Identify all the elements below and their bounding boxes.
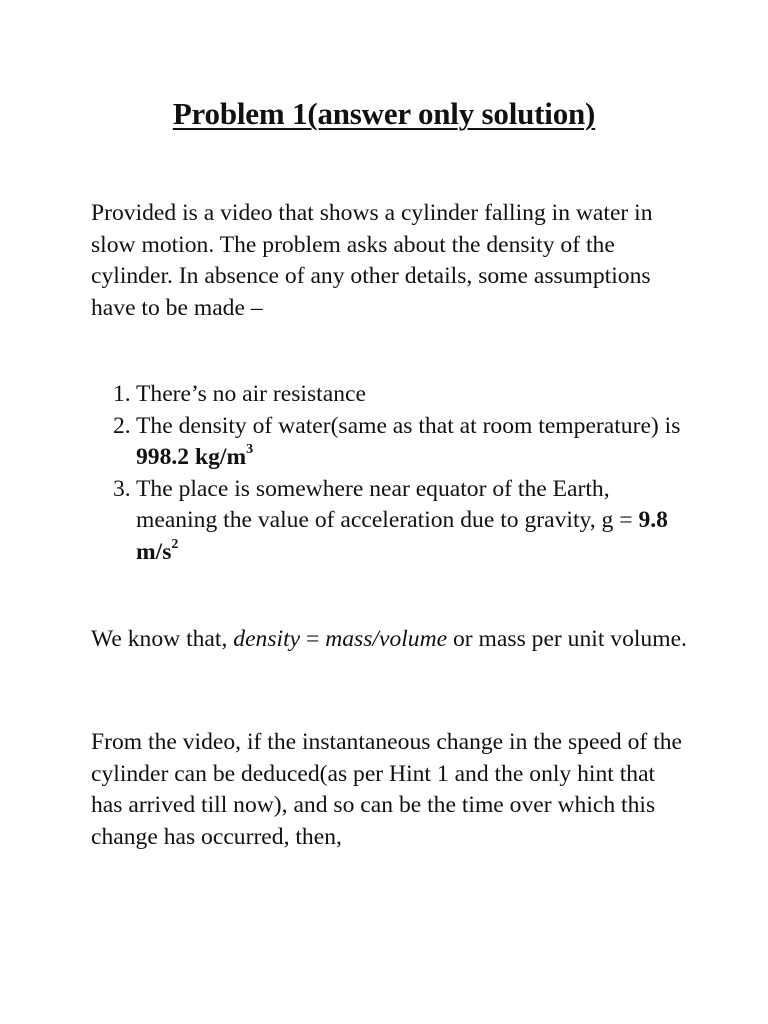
density-suffix: or mass per unit volume.	[447, 626, 687, 652]
gravity-value: 9.8 m/s	[136, 507, 668, 565]
page-title: Problem 1(answer only solution)	[172, 96, 596, 131]
intro-paragraph: Provided is a video that shows a cylinder falling in water in slow motion. The problem asks about the density of the cylinder. In absence of any other details, some assumptions have to be made –	[91, 200, 653, 321]
video-paragraph: From the video, if the instantaneous change in the speed of the cylinder can be deduced(as per Hint 1 and the only hint that has arrived till now), and so can be the time over which this change has occurred, then,	[91, 729, 682, 850]
assumptions-list	[91, 379, 691, 569]
list-item-text: The place is somewhere near equator of the Earth, meaning the value of acceleration due to gravity, g =	[136, 475, 639, 534]
list-item-number: 2.	[113, 412, 131, 439]
water-density-value: 998.2 kg/m	[136, 444, 247, 471]
density-equals: =	[300, 626, 326, 652]
density-prefix: We know that,	[91, 626, 234, 652]
list-item-number: 3.	[113, 475, 131, 502]
density-definition-paragraph	[91, 624, 691, 656]
list-item-text: There’s no air resistance	[136, 381, 366, 407]
density-term: density	[233, 626, 301, 652]
water-density-exponent: 3	[246, 442, 254, 458]
list-item	[91, 379, 691, 411]
density-formula: mass/volume	[325, 626, 448, 652]
gravity-exponent: 2	[171, 537, 179, 553]
list-item	[91, 474, 691, 569]
list-item-number: 1.	[113, 381, 131, 407]
list-item-text: The density of water(same as that at room temperature) is	[136, 412, 681, 439]
list-item	[91, 411, 691, 474]
